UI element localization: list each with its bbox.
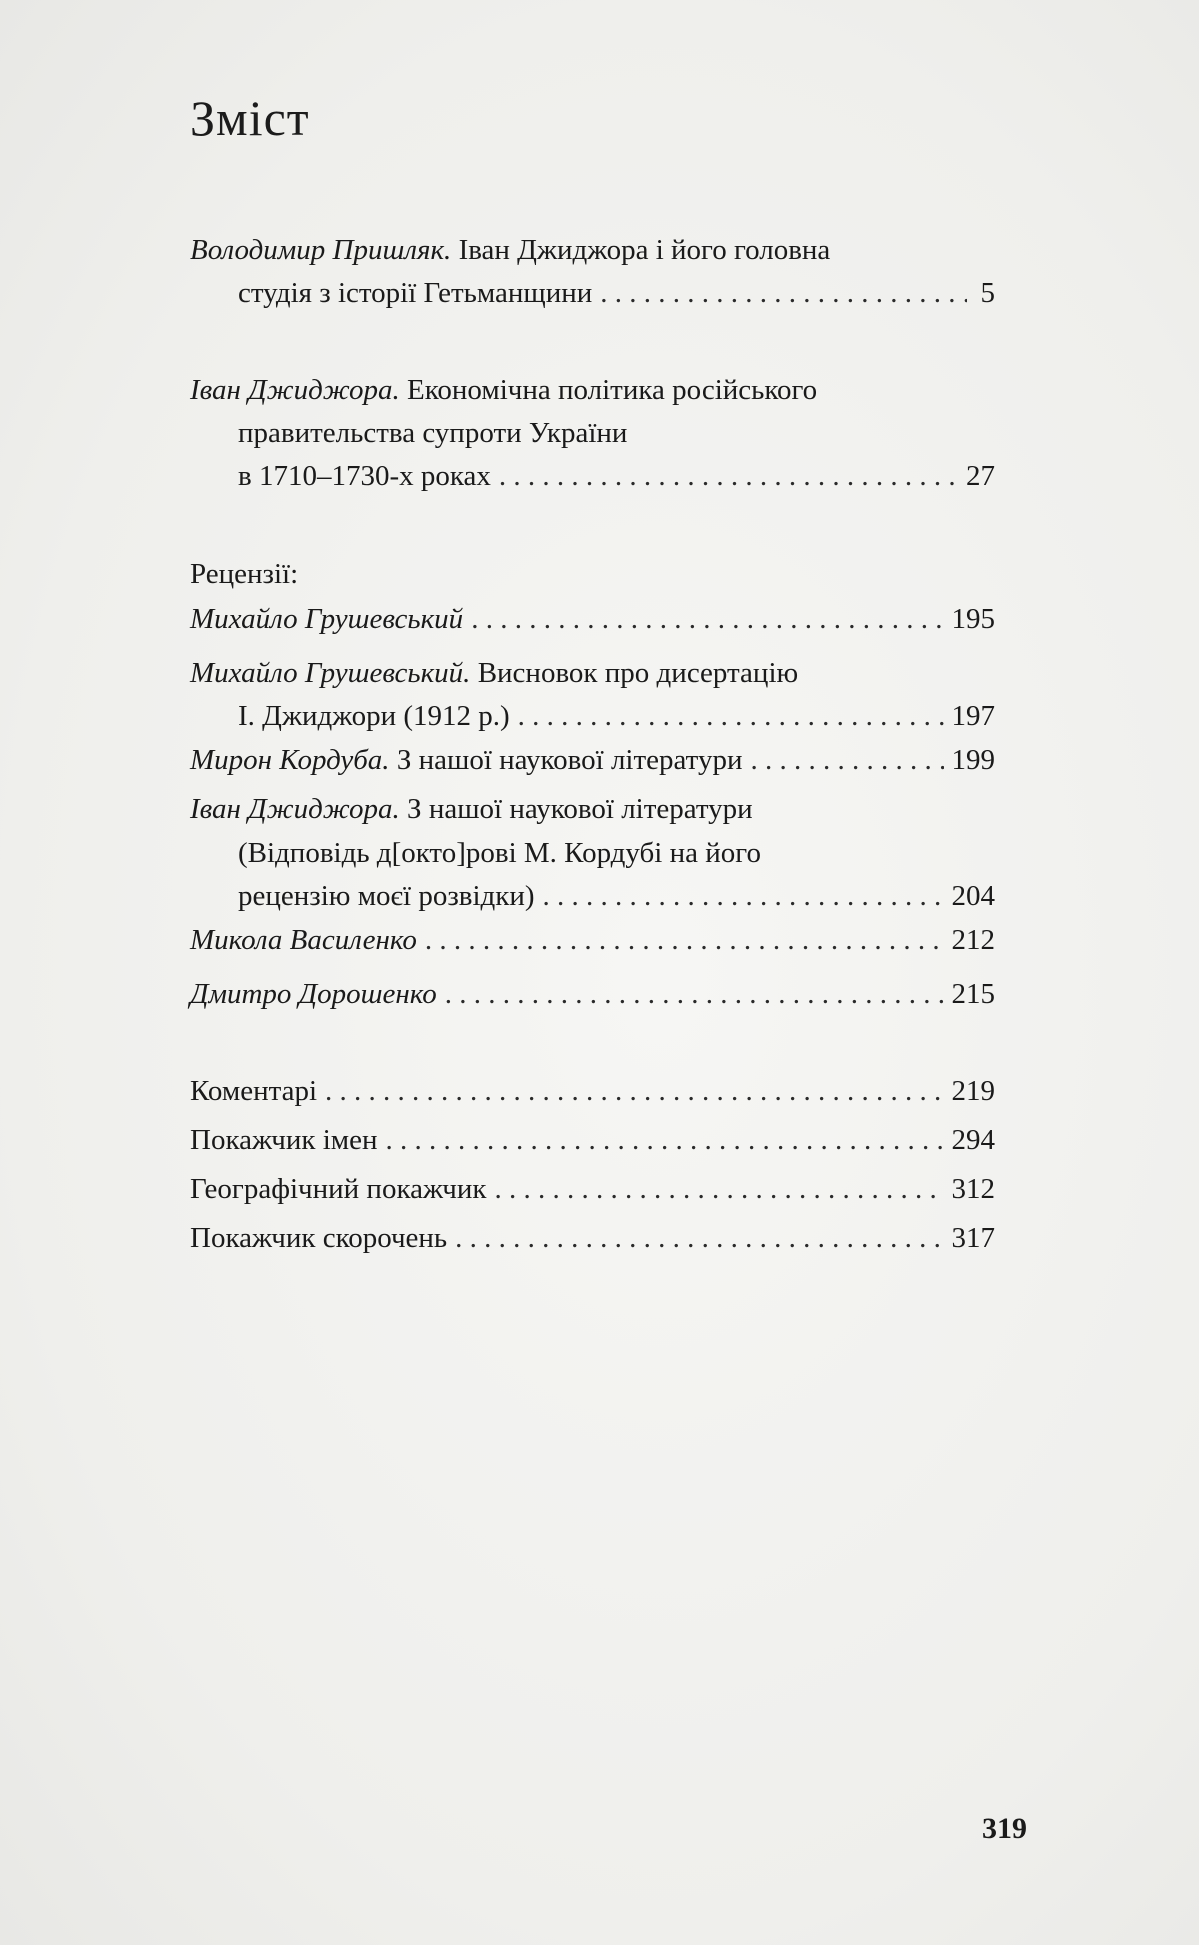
dot-leader	[425, 918, 944, 962]
entry-author: Михайло Грушевський.	[190, 657, 471, 689]
entry-title: Географічний покажчик	[190, 1173, 487, 1205]
entry-title: З нашої наукової літератури	[389, 744, 743, 776]
page-ref: 215	[951, 978, 995, 1010]
section-heading: Рецензії:	[190, 558, 299, 590]
toc-entry-line	[190, 228, 995, 272]
page-ref: 219	[951, 1075, 995, 1107]
dot-leader	[471, 597, 943, 641]
page-ref: 5	[980, 277, 995, 309]
entry-author: Микола Василенко	[190, 924, 417, 956]
dot-leader	[386, 1118, 944, 1162]
toc-entry-line	[238, 831, 995, 875]
page-ref: 294	[951, 1124, 995, 1156]
dot-leader	[325, 1069, 943, 1113]
entry-title: в 1710–1730-х роках	[238, 460, 491, 492]
entry-title: Покажчик імен	[190, 1124, 378, 1156]
dot-leader	[518, 694, 944, 738]
page-ref: 312	[951, 1173, 995, 1205]
entry-author: Володимир Пришляк.	[190, 234, 452, 266]
entry-author: Іван Джиджора.	[190, 793, 400, 825]
page-ref: 199	[951, 744, 995, 776]
page-title: Зміст	[190, 90, 310, 146]
entry-title: Висновок про дисертацію	[470, 657, 799, 689]
toc-entry-line	[190, 738, 995, 782]
entry-title: Економічна політика російського	[399, 374, 818, 406]
toc-entry-line	[190, 1118, 995, 1162]
page-ref: 195	[951, 603, 995, 635]
toc-entry-line	[190, 1216, 995, 1260]
entry-author: Мирон Кордуба.	[190, 744, 390, 776]
toc-entry-line	[190, 1069, 995, 1113]
entry-title: правительства супроти України	[238, 417, 628, 449]
dot-leader	[455, 1216, 943, 1260]
entry-title: Коментарі	[190, 1075, 318, 1107]
toc-entry-line	[238, 694, 995, 738]
dot-leader	[499, 454, 958, 498]
page-ref: 197	[951, 700, 995, 732]
entry-title: З нашої наукової літератури	[399, 793, 753, 825]
dot-leader	[600, 271, 967, 315]
dot-leader	[543, 874, 944, 918]
entry-title: рецензію моєї розвідки)	[238, 880, 535, 912]
dot-leader	[495, 1167, 944, 1211]
entry-title: Покажчик скорочень	[190, 1222, 448, 1254]
entry-title: Іван Джиджора і його головна	[451, 234, 831, 266]
page-ref: 212	[951, 924, 995, 956]
toc-entry-line	[190, 1167, 995, 1211]
toc-entry-line	[238, 411, 995, 455]
dot-leader	[445, 972, 944, 1016]
toc-entry-line	[190, 918, 995, 962]
entry-author: Дмитро Дорошенко	[190, 978, 437, 1010]
toc-entry-line	[190, 787, 995, 831]
entry-author: Михайло Грушевський	[190, 603, 464, 635]
toc-entry-line	[238, 271, 995, 315]
toc-entry-line	[190, 368, 995, 412]
entry-title: І. Джиджори (1912 р.)	[238, 700, 510, 732]
toc-entry-line	[238, 454, 995, 498]
toc-entry-line	[190, 972, 995, 1016]
page-ref: 27	[966, 460, 995, 492]
dot-leader	[750, 738, 943, 782]
page-ref: 317	[951, 1222, 995, 1254]
toc-entry-line	[190, 651, 995, 695]
toc-entry-line	[238, 874, 995, 918]
toc-entry-line	[190, 597, 995, 641]
entry-title: (Відповідь д[окто]рові М. Кордубі на його	[238, 837, 761, 869]
entry-title: студія з історії Гетьманщини	[238, 277, 593, 309]
page-ref: 204	[951, 880, 995, 912]
entry-author: Іван Джиджора.	[190, 374, 400, 406]
page-number: 319	[982, 1812, 1027, 1845]
